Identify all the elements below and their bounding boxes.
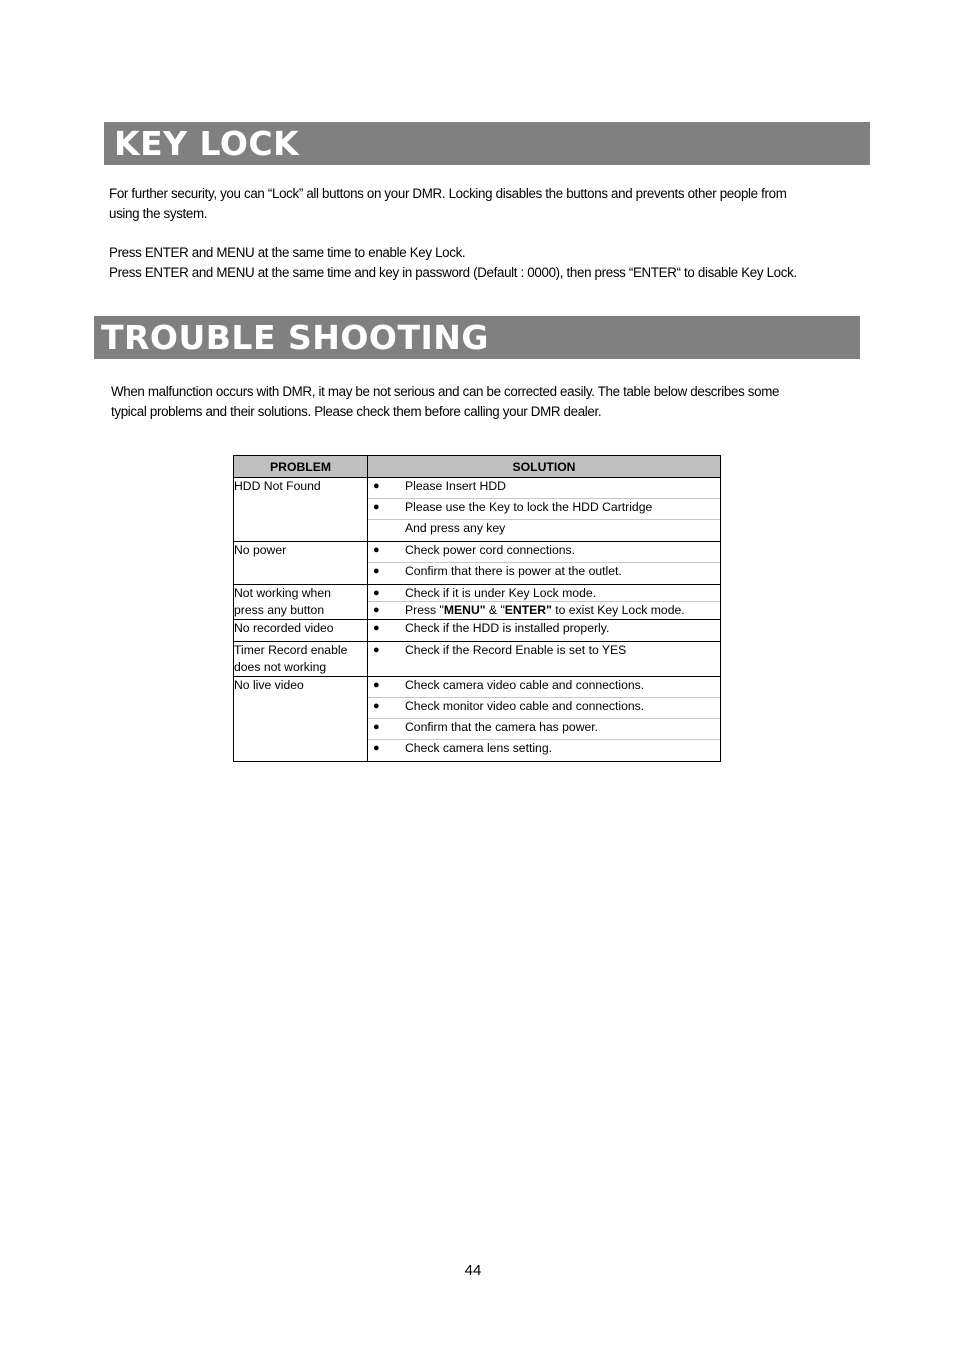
problem-cell: No recorded video <box>234 620 368 642</box>
problem-cell <box>234 585 368 620</box>
solution-text-part: to exist Key Lock mode. <box>551 603 685 617</box>
solution-text-part: & " <box>485 603 505 617</box>
table-row <box>234 677 721 762</box>
bullet-icon: ● <box>373 644 380 656</box>
trouble-shooting-heading: TROUBLE SHOOTING <box>94 316 860 359</box>
problem-text: Timer Record enable <box>234 643 348 657</box>
bullet-icon: ● <box>373 721 380 733</box>
solution-item <box>368 719 720 740</box>
key-lock-description-line: For further security, you can “Lock” all buttons on your DMR. Locking disables the buttons and prevents other people from <box>109 186 787 202</box>
solution-text: Confirm that the camera has power. <box>405 720 599 734</box>
trouble-shooting-table <box>233 455 721 762</box>
bullet-icon: ● <box>373 622 380 634</box>
enter-key-label: ENTER" <box>504 603 552 617</box>
solution-item <box>368 478 720 499</box>
intro-line: When malfunction occurs with DMR, it may be not serious and can be corrected easily. The table below describes some <box>111 384 780 400</box>
key-lock-description <box>109 184 787 224</box>
problem-cell: No live video <box>234 677 368 762</box>
solution-item <box>368 677 720 698</box>
trouble-shooting-intro <box>111 382 779 422</box>
solution-text: Check power cord connections. <box>405 543 576 557</box>
problem-cell: No power <box>234 542 368 585</box>
solution-text-part: Press " <box>405 603 444 617</box>
bullet-icon: ● <box>373 679 380 691</box>
solution-text: Check camera video cable and connections. <box>405 678 645 692</box>
key-lock-enable-instruction: Press ENTER and MENU at the same time to enable Key Lock. <box>109 245 466 261</box>
problem-text: press any button <box>234 603 325 617</box>
table-row <box>234 642 721 677</box>
solution-text: Check if the HDD is installed properly. <box>405 621 610 635</box>
solution-text: And press any key <box>405 521 506 535</box>
solution-item <box>368 563 720 584</box>
solution-item <box>368 499 720 520</box>
bullet-icon: ● <box>373 587 380 599</box>
table-row <box>234 542 721 585</box>
solution-cell <box>368 542 721 585</box>
solution-text <box>405 602 685 619</box>
solution-cell <box>368 642 721 677</box>
solution-cell <box>368 620 721 642</box>
solution-text: Check if it is under Key Lock mode. <box>405 586 597 600</box>
bullet-icon: ● <box>373 742 380 754</box>
page-number: 44 <box>464 1262 482 1279</box>
solution-text: Confirm that there is power at the outlet. <box>405 564 622 578</box>
solution-item <box>368 520 720 541</box>
solution-item <box>368 542 720 563</box>
problem-column-header: PROBLEM <box>234 456 368 478</box>
bullet-icon: ● <box>373 700 380 712</box>
key-lock-disable-instruction: Press ENTER and MENU at the same time and key in password (Default : 0000), then press “ENTER“ to disable Key Lock. <box>109 265 797 281</box>
solution-item <box>368 620 720 641</box>
solution-text: Check camera lens setting. <box>405 741 552 755</box>
key-lock-heading: KEY LOCK <box>104 122 870 165</box>
bullet-icon: ● <box>373 565 380 577</box>
table-row <box>234 478 721 542</box>
problem-text: does not working <box>234 660 327 674</box>
problem-cell: HDD Not Found <box>234 478 368 542</box>
solution-text: Check monitor video cable and connections. <box>405 699 645 713</box>
intro-line: typical problems and their solutions. Please check them before calling your DMR dealer. <box>111 404 602 420</box>
solution-item <box>368 740 720 761</box>
bullet-icon: ● <box>373 604 380 616</box>
bullet-icon: ● <box>373 501 380 513</box>
solution-item <box>368 698 720 719</box>
table-row <box>234 620 721 642</box>
table-row <box>234 585 721 620</box>
solution-text: Please Insert HDD <box>405 479 506 493</box>
solution-cell <box>368 478 721 542</box>
solution-item <box>368 585 720 602</box>
solution-column-header: SOLUTION <box>368 456 721 478</box>
solution-cell <box>368 677 721 762</box>
bullet-icon: ● <box>373 544 380 556</box>
solution-text: Check if the Record Enable is set to YES <box>405 643 627 657</box>
solution-cell <box>368 585 721 620</box>
solution-item <box>368 642 720 663</box>
problem-text: Not working when <box>234 586 331 600</box>
menu-key-label: MENU" <box>443 603 486 617</box>
solution-text: Please use the Key to lock the HDD Cartridge <box>405 500 653 514</box>
solution-item <box>368 602 720 619</box>
bullet-icon: ● <box>373 480 380 492</box>
problem-cell <box>234 642 368 677</box>
key-lock-description-line: using the system. <box>109 206 208 222</box>
